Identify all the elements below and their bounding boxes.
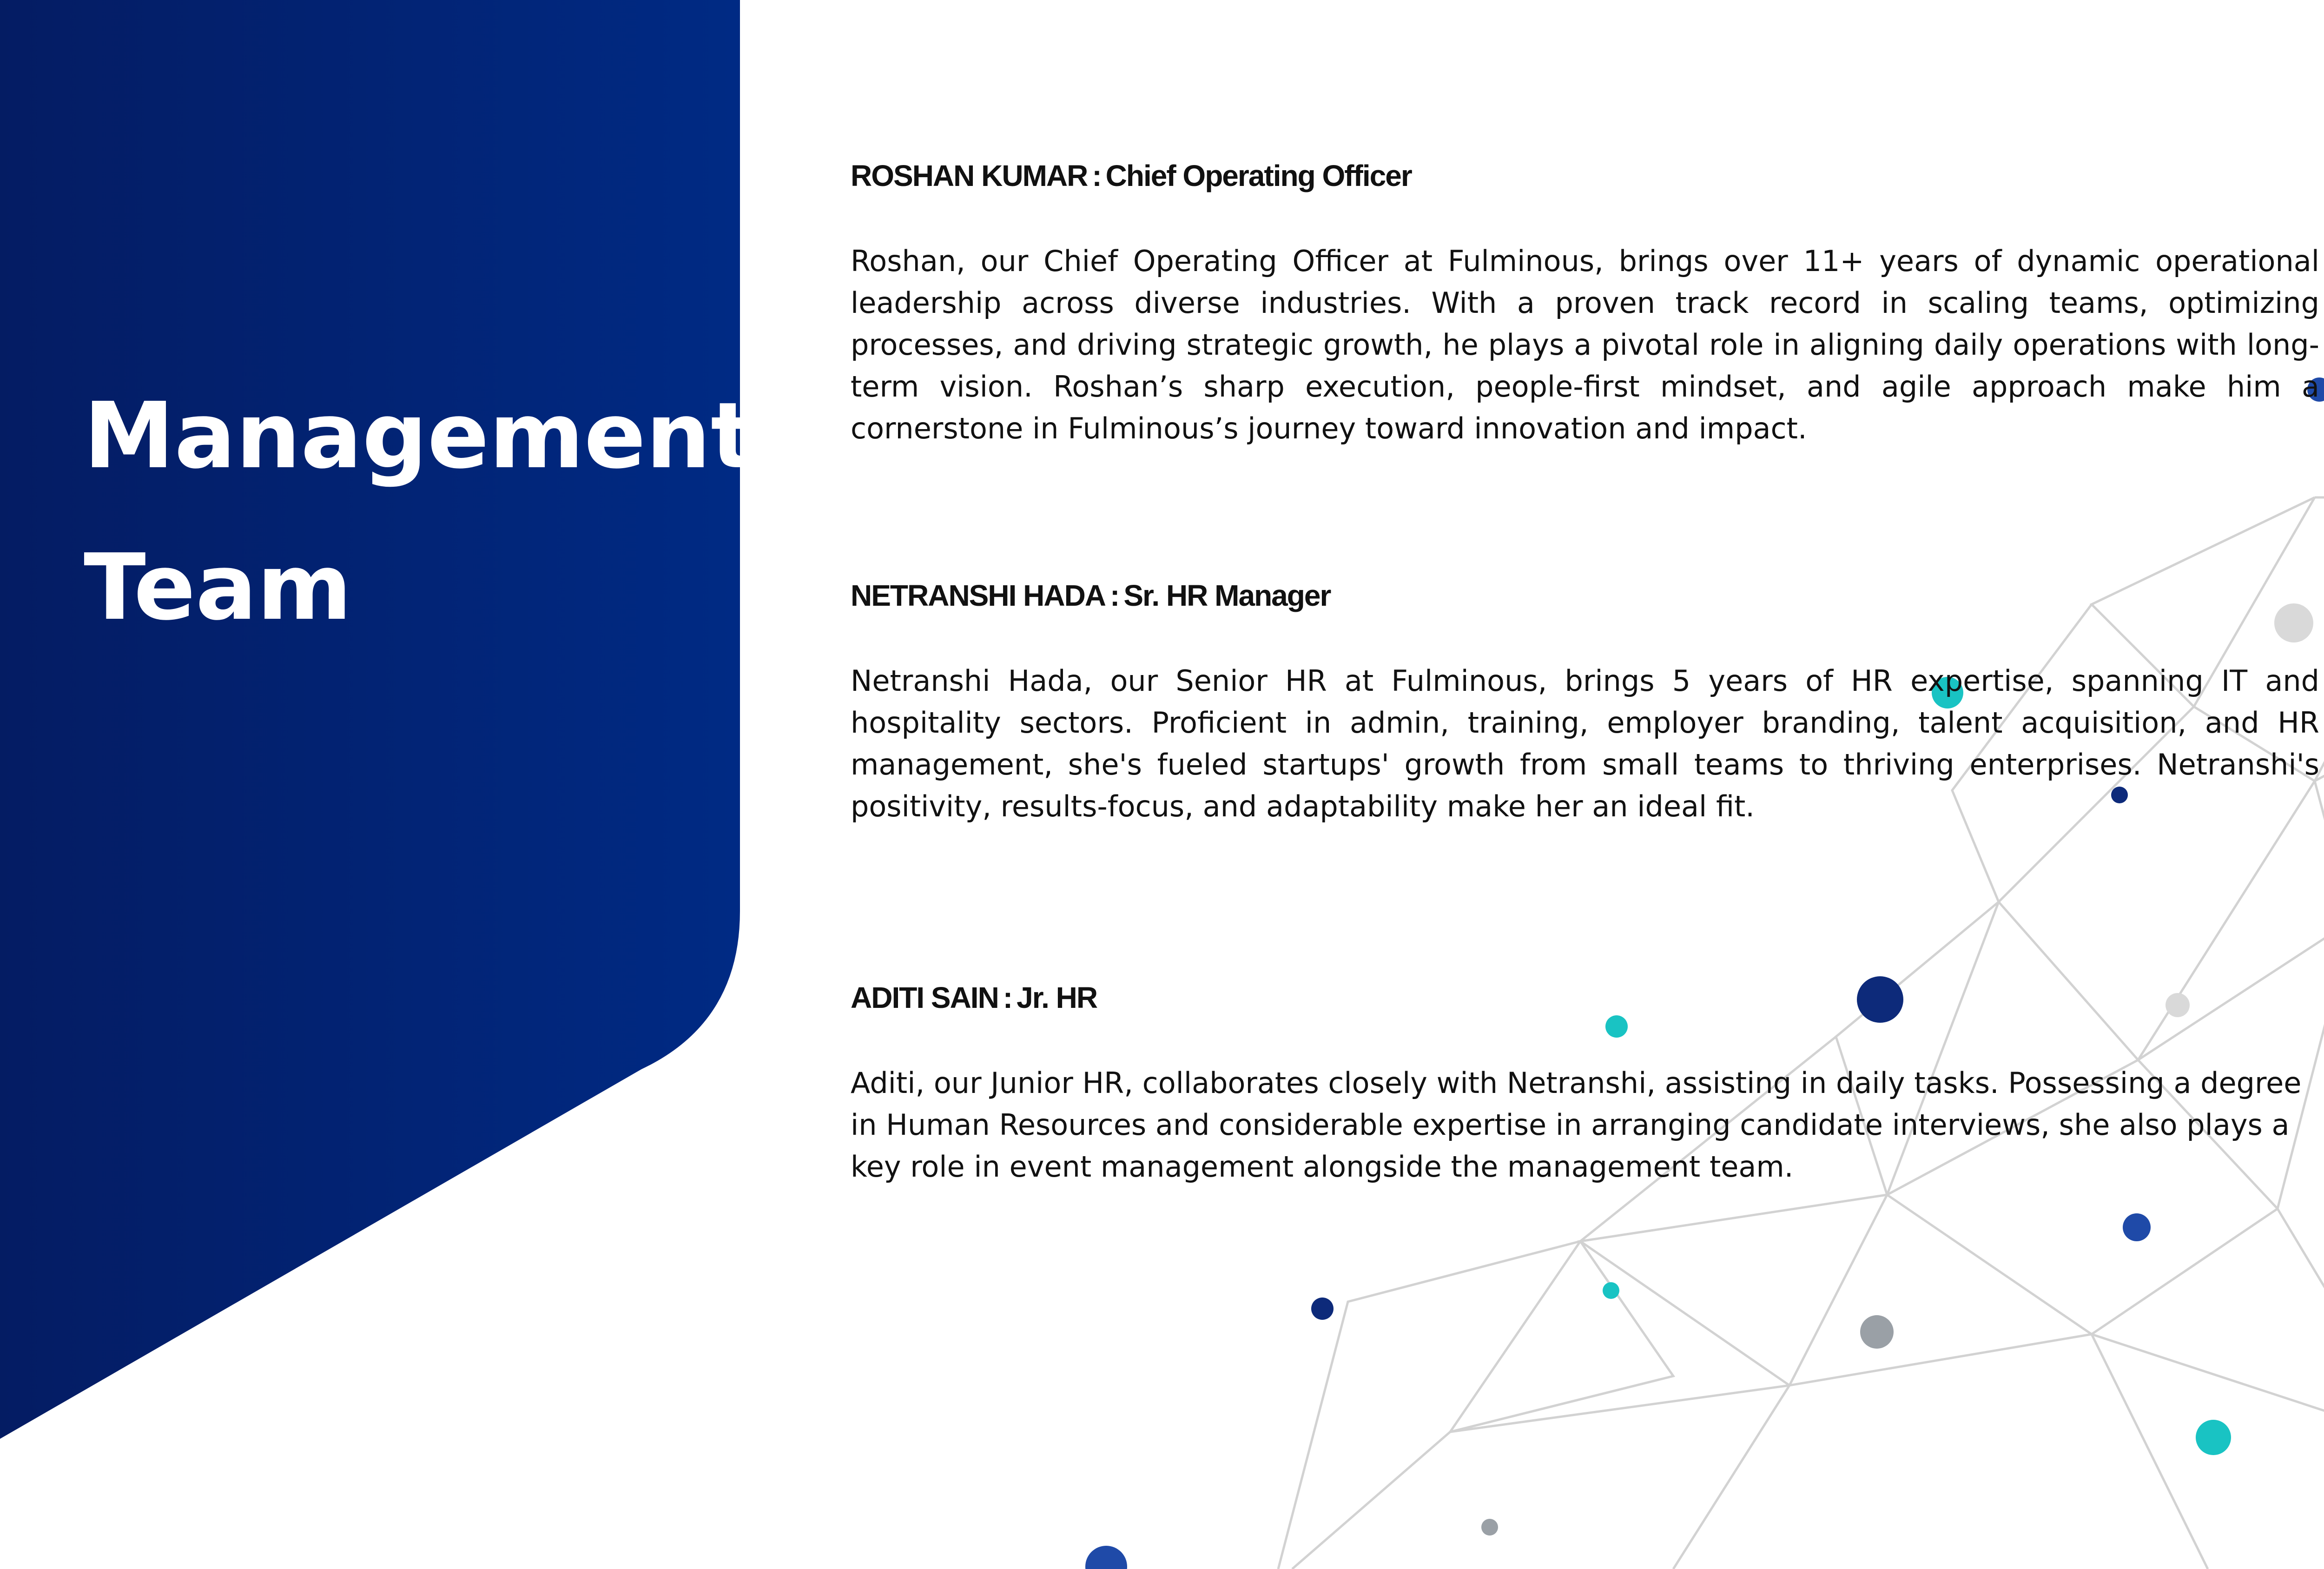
member-separator: : <box>1110 579 1119 612</box>
member-card-aditi <box>851 980 2319 1188</box>
member-bio: Aditi, our Junior HR, collaborates closely with Netranshi, assisting in daily tasks. Possessing a degree in Human Resources and considerable expertise in arranging candidate interviews, she also plays a key role in event management alongside the management team. <box>851 1066 2302 1184</box>
member-role: Jr. HR <box>1017 981 1097 1014</box>
member-bio: Netranshi Hada, our Senior HR at Fulminous, brings 5 years of HR expertise, spanning IT and hospitality sectors. Proficient in admin, training, employer branding, talent acquisition, and HR management, she's fueled startups' growth from small teams to thriving enterprises. Netranshi's positivity, results-focus, and adaptability make her an ideal fit. <box>851 663 2319 823</box>
member-bio: Roshan, our Chief Operating Officer at Fulminous, brings over 11+ years of dynamic operational leadership across diverse industries. With a proven track record in scaling teams, optimizing processes, and driving strategic growth, he plays a pivotal role in aligning daily operations with long-term vision. Roshan’s sharp execution, people-first mindset, and agile approach make him a cornerstone in Fulminous’s journey toward innovation and impact. <box>851 244 2319 445</box>
member-heading <box>851 980 2319 1016</box>
member-role: Chief Operating Officer <box>1105 159 1412 192</box>
member-heading <box>851 158 2319 194</box>
member-heading <box>851 578 2319 614</box>
member-card-roshan <box>851 158 2319 450</box>
page-title-line-2: Team <box>84 535 352 641</box>
member-separator: : <box>1003 981 1012 1014</box>
member-name: ROSHAN KUMAR <box>851 159 1088 192</box>
member-name: ADITI SAIN <box>851 981 998 1014</box>
member-separator: : <box>1092 159 1101 192</box>
page-title-line-1: Management <box>84 383 754 489</box>
member-name: NETRANSHI HADA <box>851 579 1105 612</box>
member-card-netranshi <box>851 578 2319 828</box>
member-role: Sr. HR Manager <box>1123 579 1331 612</box>
